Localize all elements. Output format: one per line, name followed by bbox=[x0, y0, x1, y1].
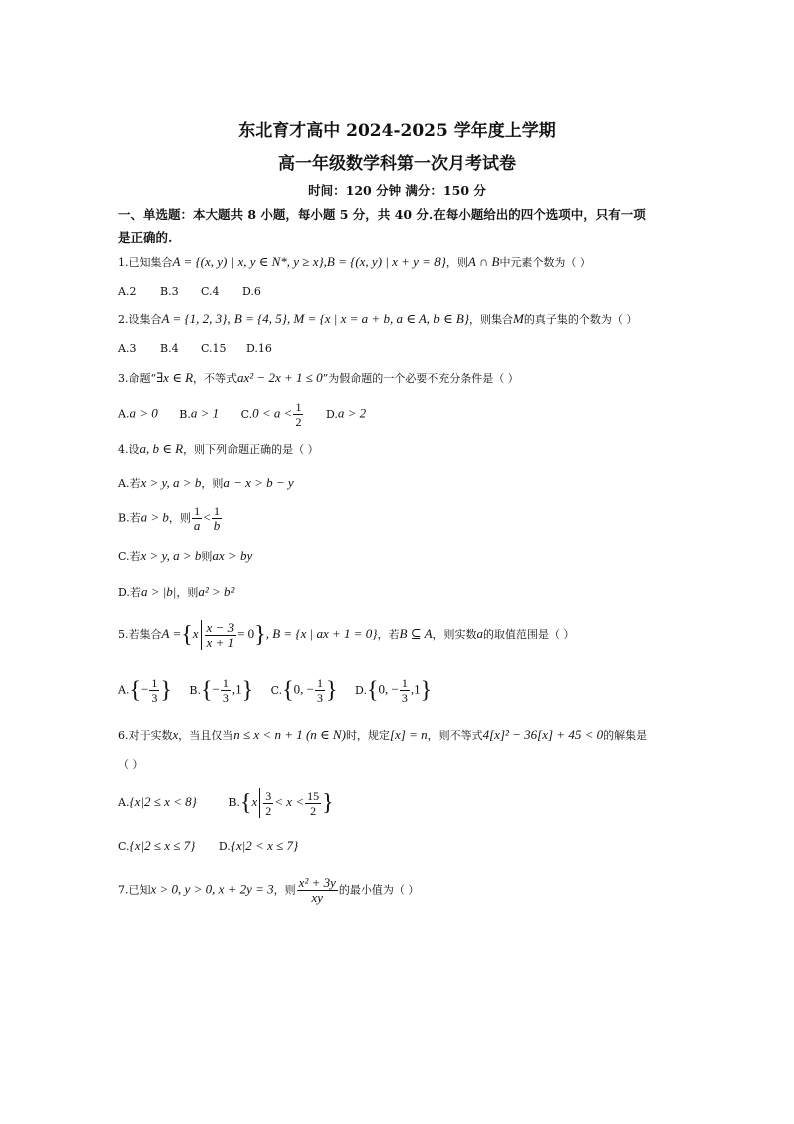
q4-option-c-label: C.若 bbox=[118, 550, 141, 563]
q6-mid-3: ，则不等式 bbox=[427, 729, 483, 742]
q6-option-a-expr: {x|2 ≤ x < 8} bbox=[129, 794, 197, 809]
q4-option-a-res: a − x > b − y bbox=[223, 475, 294, 490]
q4-option-a bbox=[118, 475, 294, 491]
q4-option-b-d1: a bbox=[193, 518, 201, 533]
section-heading-line1: 一、单选题：本大题共 8 小题，每小题 5 分，共 40 分.在每小题给出的四个选项中，只有一项 bbox=[118, 207, 646, 222]
q6-option-d-expr: {x|2 < x ≤ 7} bbox=[230, 838, 299, 853]
q4-option-d bbox=[118, 584, 234, 600]
q6-option-b-frac2 bbox=[305, 789, 321, 818]
q4-option-d-cond: a > |b| bbox=[140, 584, 177, 599]
q6-options-ab bbox=[118, 788, 334, 818]
q6-def: [x] = n bbox=[389, 727, 428, 742]
q5-a-lhs: A = bbox=[161, 626, 182, 641]
q2-option-d: D.16 bbox=[246, 342, 272, 355]
q5-option-d-den: 3 bbox=[401, 691, 408, 705]
q5-option-d-post: ,1 bbox=[410, 681, 421, 697]
q4-prefix: 4.设 bbox=[118, 443, 140, 456]
q5-option-a-den: 3 bbox=[151, 691, 158, 705]
q5-tail-3: 的取值范围是（ ） bbox=[483, 628, 575, 641]
q5-option-d-frac bbox=[400, 676, 410, 705]
q4-option-b-label: B.若 bbox=[118, 511, 141, 525]
q5-option-c-num: 1 bbox=[317, 676, 324, 690]
q6-option-b-label: B. bbox=[228, 796, 240, 809]
q5-opt-c-brace-open: { bbox=[282, 677, 294, 704]
q3-option-c-num: 1 bbox=[295, 400, 302, 414]
q3-inequality: ax² − 2x + 1 ≤ 0 bbox=[237, 370, 323, 385]
q7-den: xy bbox=[311, 890, 324, 905]
q4-option-c-cond: x > y, a > b bbox=[140, 548, 202, 563]
q3-prop: ∃x ∈ R bbox=[156, 370, 194, 385]
q6-prefix: 6.对于实数 bbox=[118, 729, 173, 742]
q3-option-a-expr: a > 0 bbox=[129, 405, 158, 421]
q5-option-b-den: 3 bbox=[222, 691, 229, 705]
q5-option-d-pre: 0, − bbox=[378, 681, 399, 697]
q5-a-eq: = 0 bbox=[237, 626, 255, 641]
question-6 bbox=[118, 727, 647, 743]
q3-middle: ，不等式 bbox=[193, 372, 238, 385]
exam-time-info: 时间：120 分钟 满分：150 分 bbox=[308, 183, 486, 198]
q4-option-a-cond: x > y, a > b bbox=[140, 475, 202, 490]
q5-tail-2: ，则实数 bbox=[432, 628, 477, 641]
q5-opt-c-brace-close: } bbox=[326, 677, 338, 704]
q5-option-d-label: D. bbox=[355, 683, 367, 697]
q5-option-a-label: A. bbox=[118, 683, 130, 697]
q5-option-a-pre: − bbox=[140, 681, 149, 697]
q5-option-b-num: 1 bbox=[222, 676, 229, 690]
question-4 bbox=[118, 441, 319, 457]
q5-opt-d-brace-open: { bbox=[366, 677, 379, 704]
q6-var-x: x bbox=[172, 727, 179, 742]
q3-option-c-expr: 0 < a < bbox=[252, 405, 293, 421]
question-1 bbox=[118, 254, 591, 270]
q5-opt-b-brace-close: } bbox=[241, 677, 254, 704]
q5-option-b-frac bbox=[221, 676, 231, 705]
q5-option-b-pre: − bbox=[212, 681, 220, 697]
q5-option-c-frac bbox=[315, 676, 325, 705]
q3-options bbox=[118, 400, 366, 429]
q4-cond: a, b ∈ R bbox=[139, 441, 184, 456]
q2-tail-2: 的真子集的个数为（ ） bbox=[523, 313, 638, 326]
exam-title-line1: 东北育才高中 2024-2025 学年度上学期 bbox=[238, 121, 556, 141]
q6-option-b-var: x bbox=[251, 794, 258, 809]
q3-tail: ”为假命题的一个必要不充分条件是（ ） bbox=[322, 372, 519, 385]
q5-option-c-den: 3 bbox=[317, 691, 324, 705]
q3-option-b-label: B. bbox=[179, 407, 191, 421]
q5-a-fraction bbox=[205, 621, 237, 650]
q5-opt-a-brace-open: { bbox=[129, 677, 141, 704]
q6-option-b-n2: 15 bbox=[307, 788, 320, 803]
q5-set-b: , B = {x | ax + 1 = 0} bbox=[265, 626, 378, 641]
q4-option-a-label: A.若 bbox=[118, 477, 141, 490]
q3-option-d-label: D. bbox=[325, 407, 338, 421]
q6-option-b-d1: 2 bbox=[265, 803, 272, 818]
q4-option-d-label: D.若 bbox=[118, 586, 141, 599]
q5-tail-1: ，若 bbox=[377, 628, 400, 641]
q6-opt-b-brace-open: { bbox=[239, 790, 252, 816]
q5-opt-b-brace-open: { bbox=[200, 677, 213, 704]
q5-option-b-post: ,1 bbox=[231, 681, 242, 697]
q6-option-c-label: C. bbox=[118, 840, 130, 853]
q4-option-b-n1: 1 bbox=[192, 504, 203, 519]
q1-option-d: D.6 bbox=[242, 285, 261, 298]
q6-option-b-d2: 2 bbox=[310, 803, 317, 818]
q1-set-a: A = {(x, y) | x, y ∈ N*, y ≥ x} bbox=[172, 254, 324, 269]
q5-var-a: a bbox=[476, 626, 484, 641]
q6-option-d-label: D. bbox=[218, 840, 231, 853]
q3-option-d-expr: a > 2 bbox=[337, 405, 367, 421]
q1-sep: , bbox=[323, 254, 327, 269]
q4-option-a-then: ，则 bbox=[201, 477, 224, 490]
q5-option-a-frac bbox=[149, 676, 159, 705]
q1-expr: A ∩ B bbox=[467, 254, 500, 269]
q4-option-c-then: 则 bbox=[201, 550, 213, 563]
q5-option-d-num: 1 bbox=[401, 676, 408, 690]
q6-options-cd bbox=[118, 838, 298, 854]
q3-option-c-fraction bbox=[293, 400, 303, 429]
q4-option-c bbox=[118, 548, 252, 564]
q4-option-b-frac2 bbox=[212, 504, 223, 533]
question-5 bbox=[118, 620, 575, 650]
q1-option-c: C.4 bbox=[201, 285, 220, 298]
q4-option-d-then: ，则 bbox=[176, 586, 199, 599]
q6-opt-b-brace-close: } bbox=[322, 790, 334, 816]
q5-a-num: x − 3 bbox=[206, 619, 235, 635]
q4-option-b bbox=[118, 504, 223, 533]
q3-option-b-expr: a > 1 bbox=[190, 405, 220, 421]
q5-option-c-pre: 0, − bbox=[293, 681, 315, 697]
q1-set-b: B = {(x, y) | x + y = 8} bbox=[326, 254, 446, 269]
q5-brace-close: } bbox=[254, 622, 266, 648]
q5-options bbox=[118, 676, 432, 705]
q5-opt-d-brace-close: } bbox=[420, 677, 433, 704]
q2-option-a: A.3 bbox=[118, 342, 137, 355]
q6-option-b-divider bbox=[259, 788, 260, 818]
q3-option-c-label: C. bbox=[240, 407, 253, 421]
q4-tail: ，则下列命题正确的是（ ） bbox=[183, 443, 319, 456]
q4-option-b-cond: a > b bbox=[140, 509, 169, 525]
q6-option-b-mid: < x < bbox=[274, 794, 305, 809]
q6-cond: n ≤ x < n + 1 (n ∈ N) bbox=[233, 727, 346, 742]
q6-option-c-expr: {x|2 ≤ x ≤ 7} bbox=[129, 838, 196, 853]
q2-option-c: C.15 bbox=[201, 342, 227, 355]
q3-option-c-den: 2 bbox=[295, 415, 302, 429]
q6-option-a-label: A. bbox=[118, 796, 130, 809]
q7-num: x² + 3y bbox=[298, 875, 336, 890]
q5-brace-open: { bbox=[181, 622, 193, 648]
question-2 bbox=[118, 311, 637, 327]
q3-prefix: 3.命题“ bbox=[118, 372, 157, 385]
q5-option-c-label: C. bbox=[270, 683, 283, 697]
q7-fraction bbox=[297, 876, 338, 905]
q1-tail-2: 中元素个数为（ ） bbox=[499, 256, 591, 269]
section-heading-line2: 是正确的. bbox=[118, 230, 173, 245]
q6-answer-paren: （ ） bbox=[118, 758, 144, 771]
q5-prefix: 5.若集合 bbox=[118, 628, 162, 641]
exam-title-line2: 高一年级数学科第一次月考试卷 bbox=[278, 154, 516, 174]
q7-cond: x > 0, y > 0, x + 2y = 3 bbox=[150, 881, 274, 897]
q1-option-a: A.2 bbox=[118, 285, 137, 298]
q5-divider bbox=[201, 620, 202, 650]
q6-mid-2: 时，规定 bbox=[345, 729, 390, 742]
q6-option-b-frac1 bbox=[263, 789, 273, 818]
q4-option-b-lt: < bbox=[203, 509, 211, 525]
q6-mid-1: ，当且仅当 bbox=[178, 729, 234, 742]
q6-option-b-n1: 3 bbox=[265, 788, 272, 803]
q2-var-m: M bbox=[513, 311, 524, 326]
q4-option-b-n2: 1 bbox=[212, 504, 223, 519]
q5-a-var: x bbox=[192, 626, 199, 641]
q5-opt-a-brace-close: } bbox=[160, 677, 172, 704]
q1-prefix: 1.已知集合 bbox=[118, 256, 173, 269]
q6-inequality: 4[x]² − 36[x] + 45 < 0 bbox=[482, 727, 604, 742]
q4-option-b-then: ，则 bbox=[168, 511, 191, 525]
q2-sets: A = {1, 2, 3}, B = {4, 5}, M = {x | x = a + b, a ∈ A, b ∈ B} bbox=[161, 311, 470, 326]
q6-tail: 的解集是 bbox=[603, 729, 648, 742]
q1-tail-1: ，则 bbox=[445, 256, 468, 269]
q4-option-d-res: a² > b² bbox=[198, 584, 235, 599]
question-3 bbox=[118, 370, 519, 386]
q5-a-den: x + 1 bbox=[206, 634, 235, 650]
q4-option-b-frac1 bbox=[192, 504, 203, 533]
q1-option-b: B.3 bbox=[160, 285, 179, 298]
q7-prefix: 7.已知 bbox=[118, 883, 151, 897]
q7-tail: 的最小值为（ ） bbox=[338, 883, 420, 897]
q4-option-c-res: ax > by bbox=[212, 548, 253, 563]
q5-cond: B ⊆ A bbox=[399, 626, 433, 641]
q2-option-b: B.4 bbox=[160, 342, 179, 355]
question-7 bbox=[118, 876, 419, 905]
q5-option-a-num: 1 bbox=[151, 676, 158, 690]
q2-prefix: 2.设集合 bbox=[118, 313, 162, 326]
q5-option-b-label: B. bbox=[189, 683, 201, 697]
q7-mid: ，则 bbox=[273, 883, 296, 897]
q2-tail-1: ，则集合 bbox=[469, 313, 514, 326]
q4-option-b-d2: b bbox=[213, 518, 221, 533]
q3-option-a-label: A. bbox=[118, 407, 130, 421]
